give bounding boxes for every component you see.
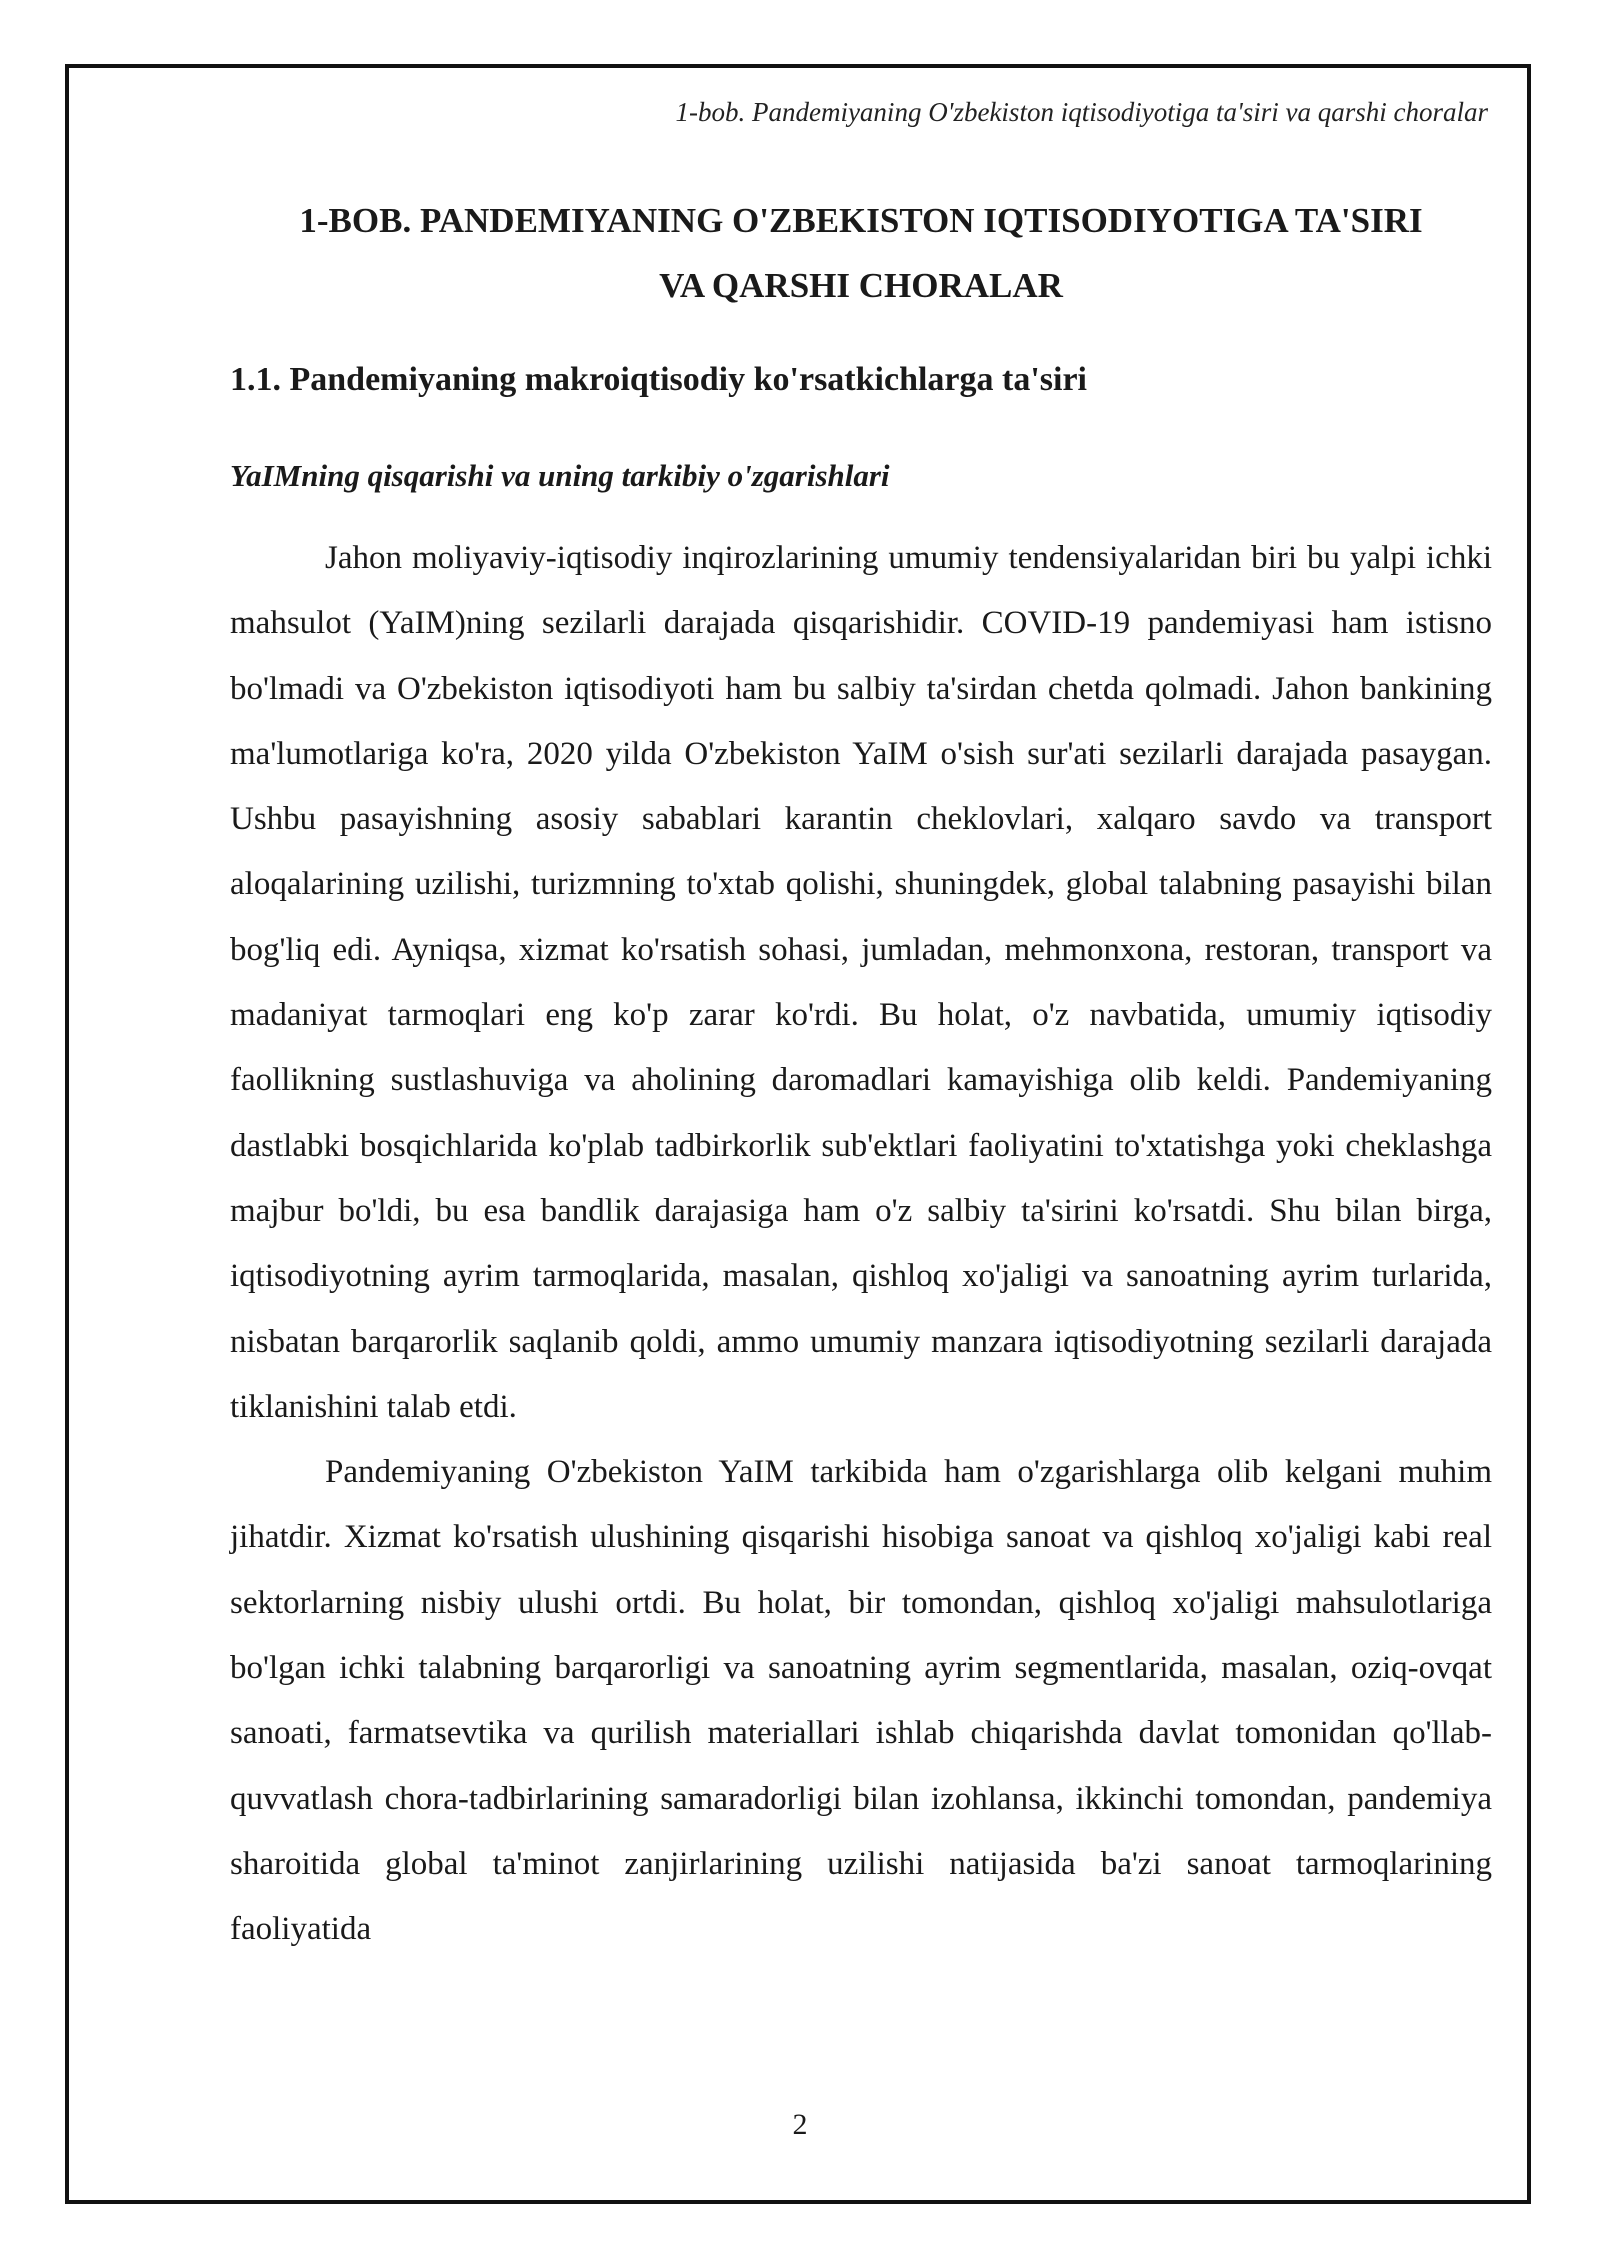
chapter-title	[230, 188, 1492, 318]
subsection-title: YaIMning qisqarishi va uning tarkibiy o'zgarishlari	[230, 458, 890, 493]
running-header: 1-bob. Pandemiyaning O'zbekiston iqtisodiyotiga ta'siri va qarshi choralar	[675, 97, 1488, 127]
paragraph-1: Jahon moliyaviy-iqtisodiy inqirozlarining umumiy tendensiyalaridan biri bu yalpi ichki mahsulot (YaIM)ning sezilarli darajada qisqarishidir. COVID-19 pandemiyasi ham istisno bo'lmadi va O'zbekiston iqtisodiyoti ham bu salbiy ta'sirdan chetda qolmadi. Jahon bankining ma'lumotlariga ko'ra, 2020 yilda O'zbekiston YaIM o'sish sur'ati sezilarli darajada pasaygan. Ushbu pasayishning asosiy sabablari karantin cheklovlari, xalqaro savdo va transport aloqalarining uzilishi, turizmning to'xtab qolishi, shuningdek, global talabning pasayishi bilan bog'liq edi. Ayniqsa, xizmat ko'rsatish sohasi, jumladan, mehmonxona, restoran, transport va madaniyat tarmoqlari eng ko'p zarar ko'rdi. Bu holat, o'z navbatida, umumiy iqtisodiy faollikning sustlashuviga va aholining daromadlari kamayishiga olib keldi. Pandemiyaning dastlabki bosqichlarida ko'plab tadbirkorlik sub'ektlari faoliyatini to'xtatishga yoki cheklashga majbur bo'ldi, bu esa bandlik darajasiga ham o'z salbiy ta'sirini ko'rsatdi. Shu bilan birga, iqtisodiyotning ayrim tarmoqlarida, masalan, qishloq xo'jaligi va sanoatning ayrim turlarida, nisbatan barqarorlik saqlanib qoldi, ammo umumiy manzara iqtisodiyotning sezilarli darajada tiklanishini talab etdi.	[230, 540, 1492, 1425]
chapter-title-line-2: VA QARSHI CHORALAR	[659, 266, 1063, 305]
paragraph-2: Pandemiyaning O'zbekiston YaIM tarkibida ham o'zgarishlarga olib kelgani muhim jihatdir. Xizmat ko'rsatish ulushining qisqarishi hisobiga sanoat va qishloq xo'jaligi kabi real sektorlarning nisbiy ulushi ortdi. Bu holat, bir tomondan, qishloq xo'jaligi mahsulotlariga bo'lgan ichki talabning barqarorligi va sanoatning ayrim segmentlarida, masalan, oziq-ovqat sanoati, farmatsevtika va qurilish materiallari ishlab chiqarishda davlat tomonidan qo'llab-quvvatlash chora-tadbirlarining samaradorligi bilan izohlansa, ikkinchi tomondan, pandemiya sharoitida global ta'minot zanjirlarining uzilishi natijasida ba'zi sanoat tarmoqlarining faoliyatida	[230, 1454, 1492, 1948]
section-title: 1.1. Pandemiyaning makroiqtisodiy ko'rsatkichlarga ta'siri	[230, 361, 1088, 398]
chapter-title-line-1: 1-BOB. PANDEMIYANING O'ZBEKISTON IQTISODIYOTIGA TA'SIRI	[299, 201, 1423, 240]
body-text	[230, 526, 1492, 1963]
page-number: 2	[792, 2108, 808, 2141]
